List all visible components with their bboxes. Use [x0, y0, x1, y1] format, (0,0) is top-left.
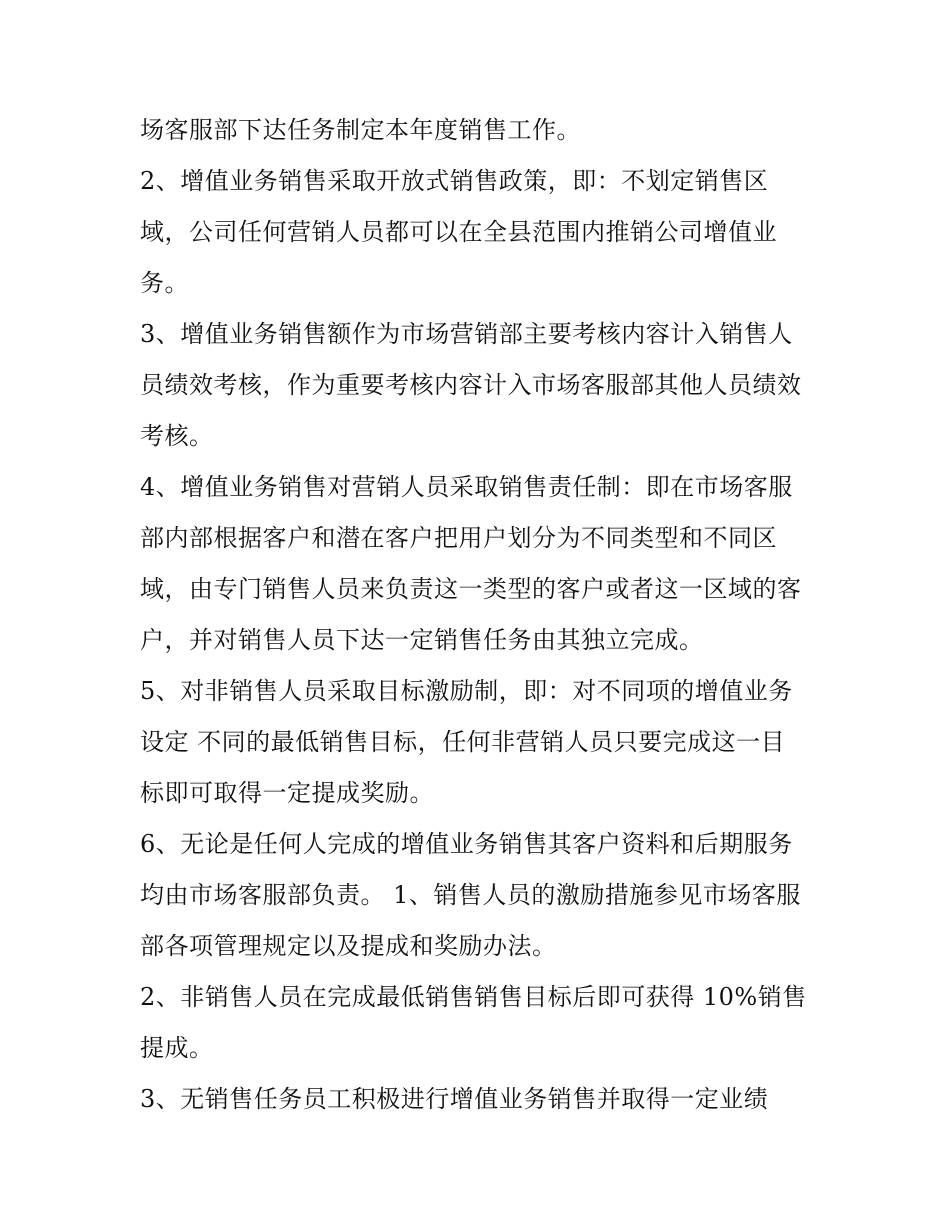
- text-line: 域，公司任何营销人员都可以在全县范围内推销公司增值业: [140, 218, 777, 246]
- text-line: 4、增值业务销售对营销人员采取销售责任制：即在市场客服: [140, 473, 793, 501]
- text-line: 3、增值业务销售额作为市场营销部主要考核内容计入销售人: [140, 320, 793, 348]
- text-line: 6、无论是任何人完成的增值业务销售其客户资料和后期服务: [140, 830, 793, 858]
- text-line: 考核。: [140, 422, 214, 450]
- text-line: 部内部根据客户和潜在客户把用户划分为不同类型和不同区: [140, 524, 777, 552]
- text-line: 提成。: [140, 1034, 214, 1062]
- text-line: 5、对非销售人员采取目标激励制，即：对不同项的增值业务: [140, 677, 793, 705]
- text-line: 3、无销售任务员工积极进行增值业务销售并取得一定业绩: [140, 1085, 769, 1113]
- text-line: 员绩效考核，作为重要考核内容计入市场客服部其他人员绩效: [140, 371, 802, 399]
- text-line: 场客服部下达任务制定本年度销售工作。: [140, 116, 581, 144]
- text-line: 2、增值业务销售采取开放式销售政策，即：不划定销售区: [140, 167, 769, 195]
- text-line: 户，并对销售人员下达一定销售任务由其独立完成。: [140, 626, 704, 654]
- text-line: 设定 不同的最低销售目标，任何非营销人员只要完成这一目: [140, 728, 786, 756]
- text-line: 标即可取得一定提成奖励。: [140, 779, 434, 807]
- text-line: 域，由专门销售人员来负责这一类型的客户或者这一区域的客: [140, 575, 802, 603]
- text-line: 均由市场客服部负责。 1、销售人员的激励措施参见市场客服: [140, 881, 801, 909]
- text-line: 务。: [140, 269, 189, 297]
- text-line: 2、非销售人员在完成最低销售销售目标后即可获得 10%销售: [140, 983, 807, 1011]
- text-line: 部各项管理规定以及提成和奖励办法。: [140, 932, 557, 960]
